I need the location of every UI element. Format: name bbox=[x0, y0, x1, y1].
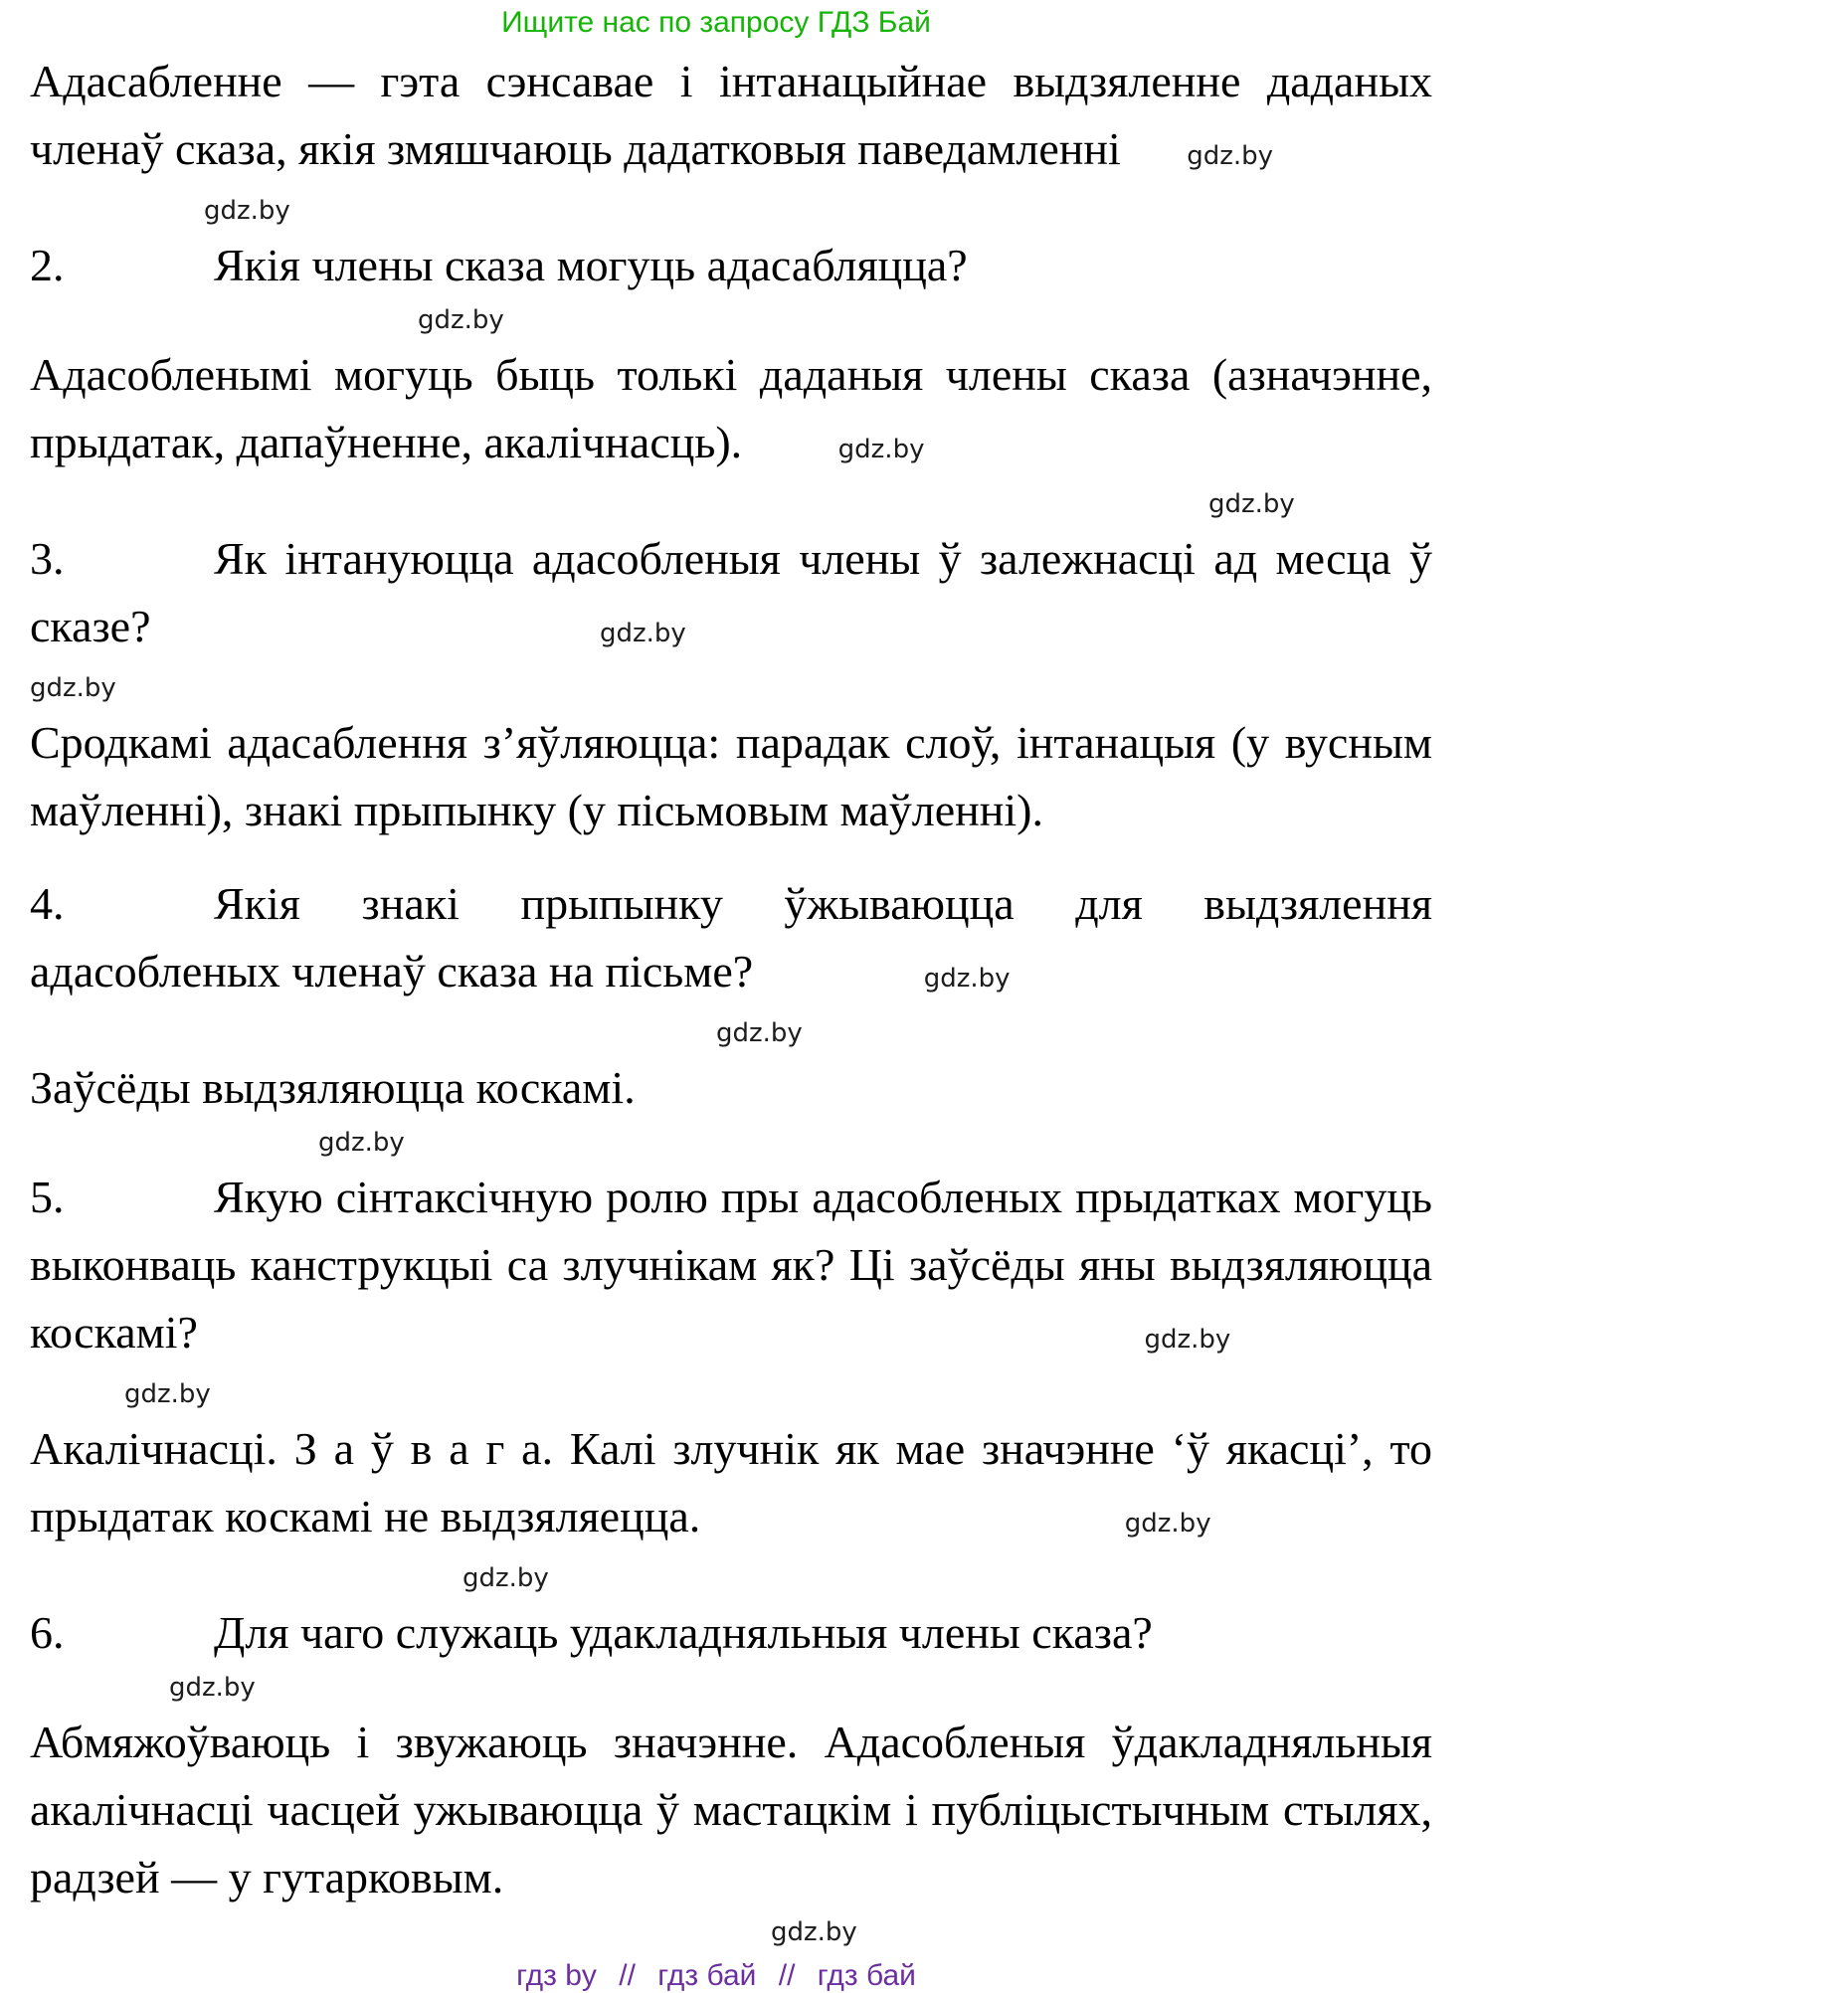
watermark-line bbox=[30, 299, 1432, 341]
question-text: Для чаго служаць удакладняльныя члены сказа? bbox=[214, 1607, 1153, 1658]
watermark: gdz.by bbox=[169, 1673, 256, 1703]
footer-links bbox=[0, 1959, 1432, 1993]
watermark-line bbox=[30, 1557, 1432, 1599]
question-5 bbox=[30, 1164, 1432, 1373]
watermark: gdz.by bbox=[1124, 1509, 1211, 1539]
watermark: gdz.by bbox=[716, 1018, 803, 1048]
question-number: 6. bbox=[30, 1607, 65, 1658]
answer-text: Акалічнасці. З а ў в а г а. Калі злучнік як мае значэнне ‘ў якасці’, то прыдатак коскамі не выдзяляецца. bbox=[30, 1423, 1432, 1541]
watermark: gdz.by bbox=[418, 305, 504, 335]
watermark: gdz.by bbox=[462, 1563, 549, 1593]
watermark-line bbox=[30, 1122, 1432, 1164]
watermark: gdz.by bbox=[923, 964, 1011, 994]
answer-text: Сродкамі адасаблення з’яўляюцца: парадак слоў, інтанацыя (у вусным маўленні), знакі прыпынку (у пісьмовым маўленні). bbox=[30, 717, 1432, 835]
footer-separator: // bbox=[778, 1959, 796, 1992]
watermark: gdz.by bbox=[771, 1917, 857, 1947]
footer-link[interactable]: гдз бай bbox=[817, 1959, 916, 1992]
footer-link[interactable]: гдз бай bbox=[657, 1959, 757, 1992]
question-number: 5. bbox=[30, 1172, 65, 1222]
promo-banner: Ищите нас по запросу ГДЗ Бай bbox=[501, 6, 931, 39]
question-3 bbox=[30, 525, 1432, 667]
question-text: Якія знакі прыпынку ўжываюцца для выдзялення адасобленых членаў сказа на пісьме? bbox=[30, 878, 1432, 996]
question-2 bbox=[30, 232, 1432, 299]
document-content bbox=[30, 48, 1432, 1953]
footer-link[interactable]: гдз by bbox=[516, 1959, 597, 1992]
answer-2 bbox=[30, 341, 1432, 483]
answer-4 bbox=[30, 1054, 1432, 1122]
watermark-line bbox=[30, 483, 1432, 525]
watermark: gdz.by bbox=[837, 435, 925, 464]
watermark-line bbox=[30, 667, 1432, 709]
answer-5 bbox=[30, 1415, 1432, 1557]
watermark-line bbox=[30, 1373, 1432, 1415]
question-text: Якую сінтаксічную ролю пры адасобленых прыдатках могуць выконваць канструкцыі са злучнікам як? Ці заўсёды яны выдзяляюцца коскамі? bbox=[30, 1172, 1432, 1358]
watermark: gdz.by bbox=[1187, 141, 1274, 171]
watermark: gdz.by bbox=[204, 196, 290, 226]
watermark-line bbox=[30, 1667, 1432, 1709]
answer-text: Абмяжоўваюць і звужаюць значэнне. Адасобленыя ўдакладняльныя акалічнасці часцей ужываюцца ў мастацкім і публіцыстычным стылях, радзей — у гутарковым. bbox=[30, 1717, 1432, 1902]
watermark: gdz.by bbox=[1208, 489, 1295, 519]
watermark-line bbox=[30, 1012, 1432, 1054]
watermark-line bbox=[30, 190, 1432, 232]
watermark: gdz.by bbox=[1144, 1325, 1231, 1355]
question-number: 4. bbox=[30, 878, 65, 929]
answer-3 bbox=[30, 709, 1432, 844]
question-number: 3. bbox=[30, 533, 65, 584]
question-number: 2. bbox=[30, 240, 65, 290]
watermark: gdz.by bbox=[318, 1128, 405, 1158]
watermark: gdz.by bbox=[600, 619, 686, 648]
question-6 bbox=[30, 1599, 1432, 1667]
footer-separator: // bbox=[619, 1959, 636, 1992]
answer-6 bbox=[30, 1709, 1432, 1911]
watermark: gdz.by bbox=[30, 673, 116, 703]
question-text: Якія члены сказа могуць адасабляцца? bbox=[214, 240, 968, 290]
answer-text: Адасабленне — гэта сэнсавае і інтанацыйнае выдзяленне даданых членаў сказа, якія змяшчаюць дадатковыя паведамленні bbox=[30, 56, 1432, 174]
question-text: Як інтануюцца адасобленыя члены ў залежнасці ад месца ў сказе? bbox=[30, 533, 1432, 651]
watermark-line bbox=[30, 1911, 1432, 1953]
answer-text: Заўсёды выдзяляюцца коскамі. bbox=[30, 1062, 636, 1113]
watermark: gdz.by bbox=[124, 1379, 211, 1409]
question-4 bbox=[30, 870, 1432, 1012]
answer-text: Адасобленымі могуць быць толькі даданыя члены сказа (азначэнне, прыдатак, дапаўненне, акалічнасць). bbox=[30, 349, 1432, 467]
intro-answer-paragraph bbox=[30, 48, 1432, 190]
